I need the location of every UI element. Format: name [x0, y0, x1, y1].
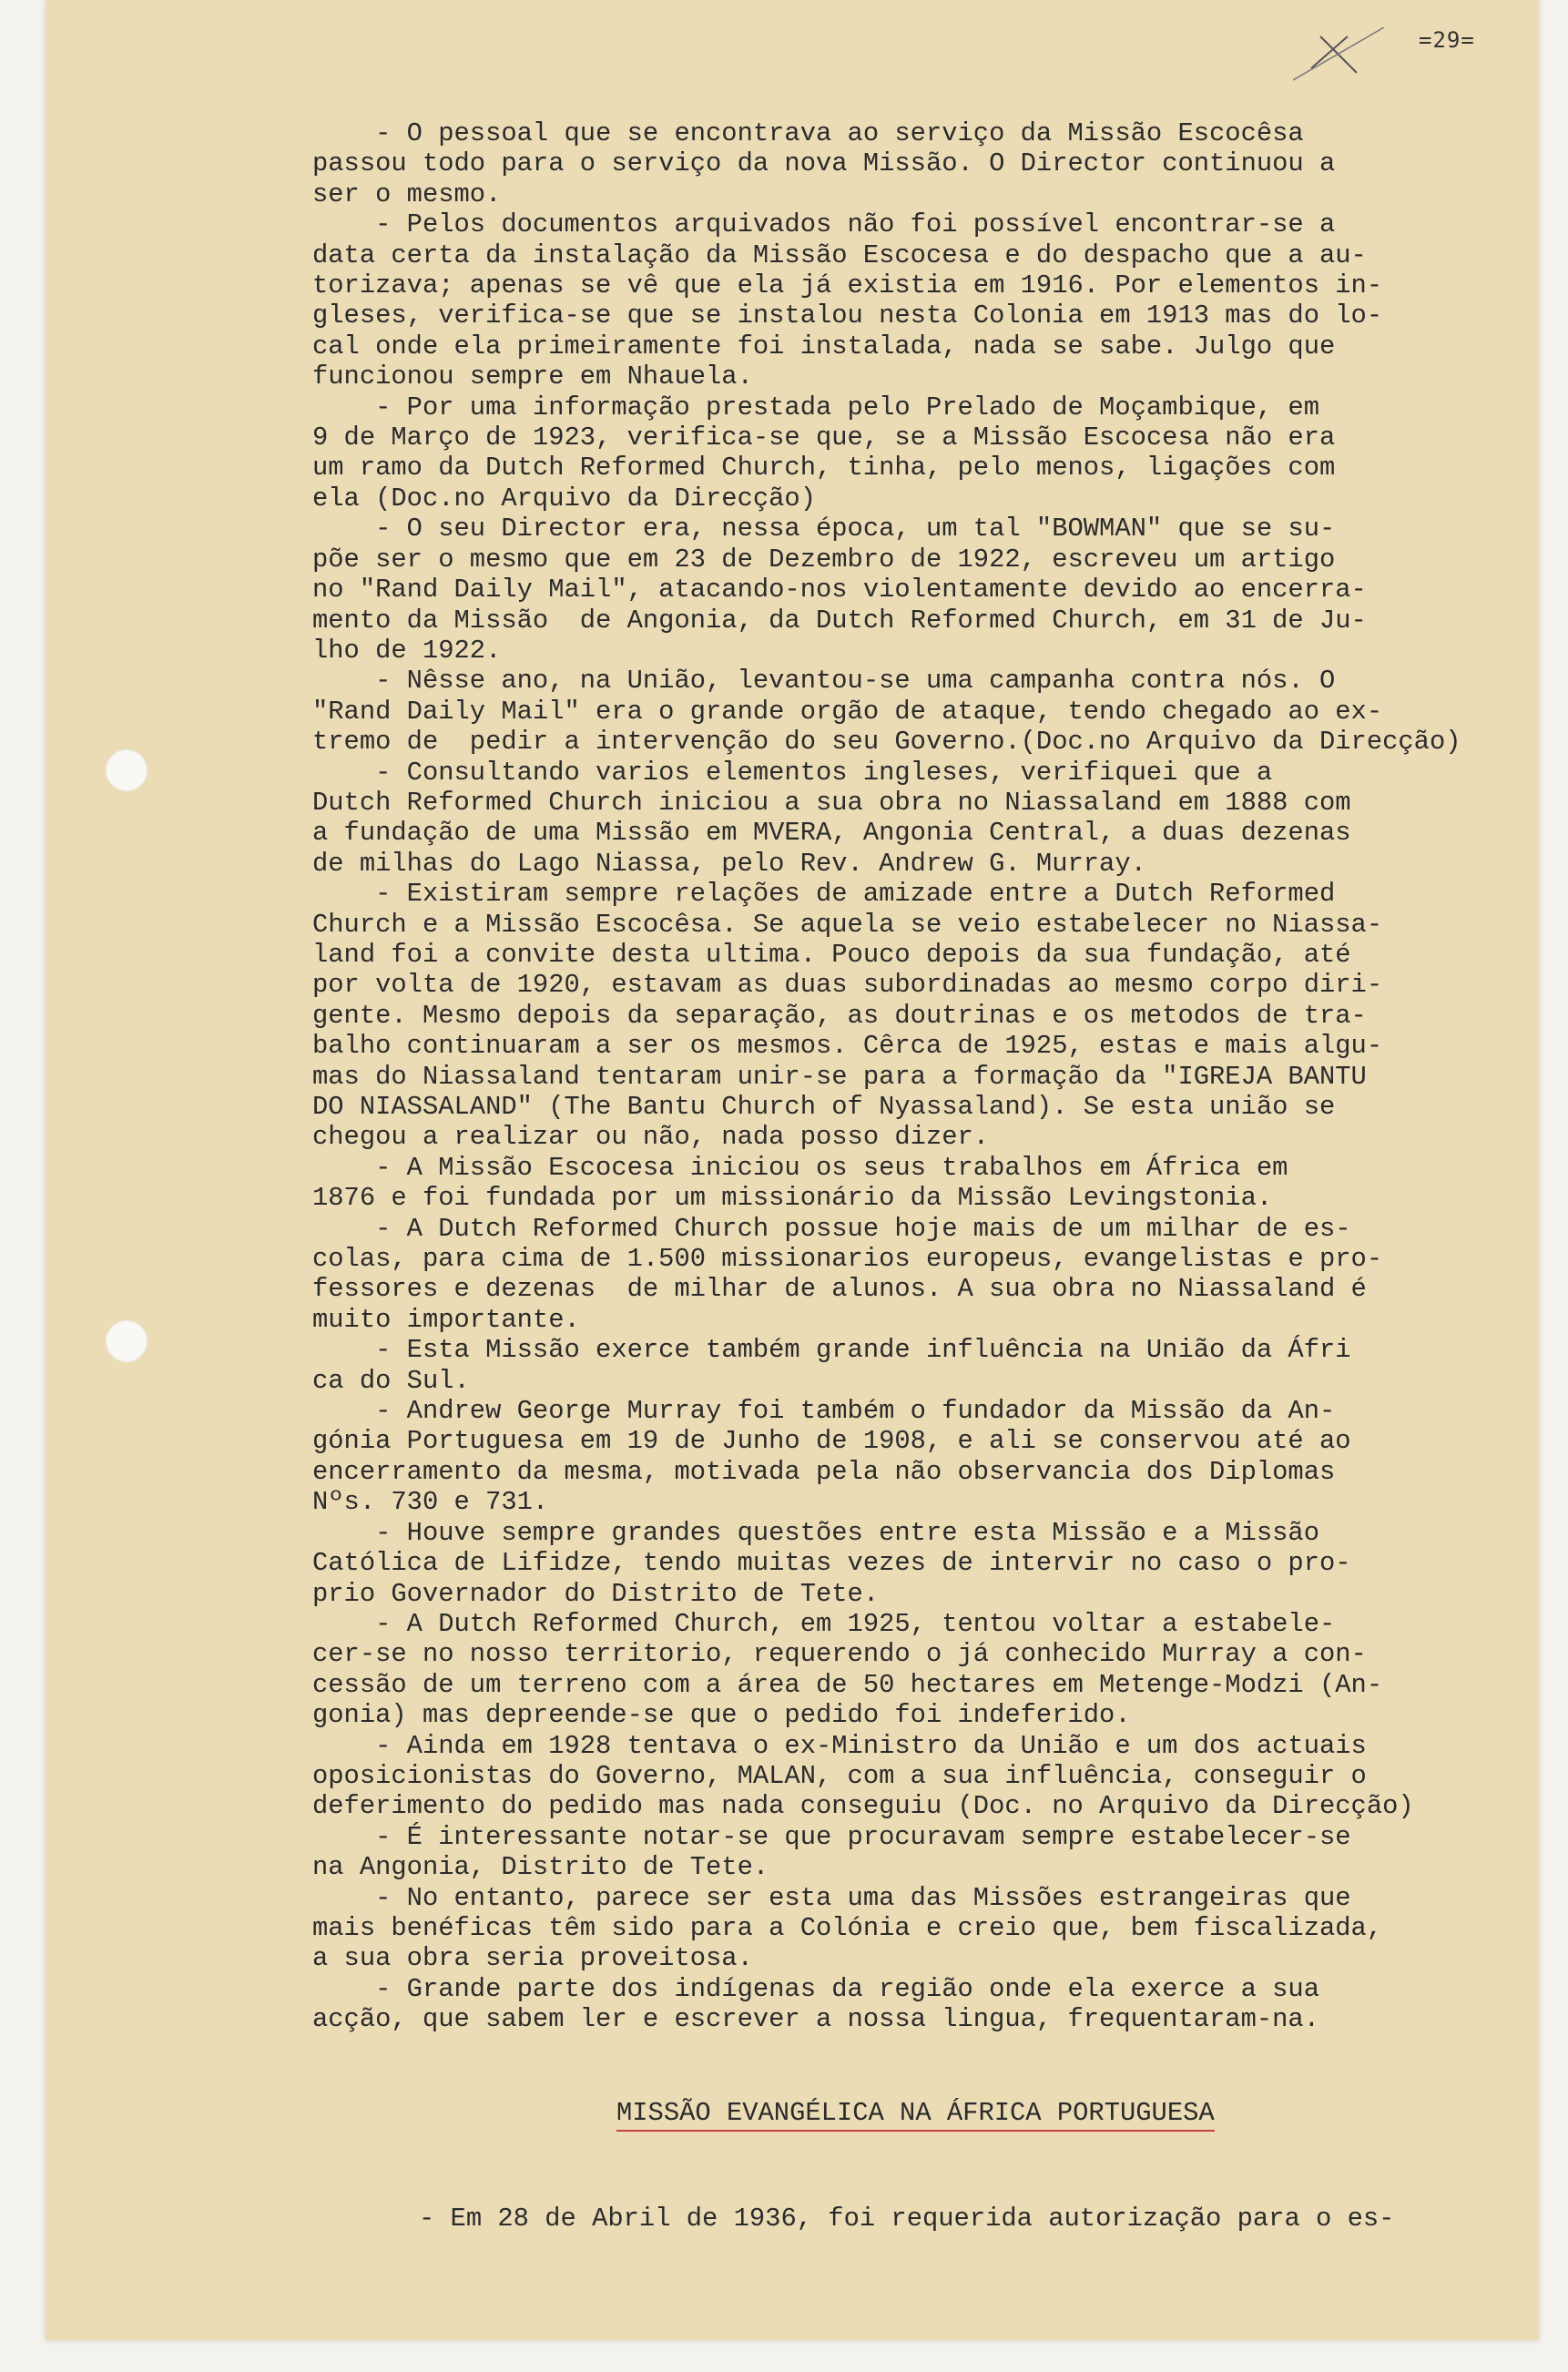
text-line: - A Missão Escocesa iniciou os seus trabalhos em África em	[312, 1152, 1288, 1183]
text-line: funcionou sempre em Nhauela.	[312, 361, 753, 392]
body-text	[312, 118, 1542, 2035]
text-line: DO NIASSALAND" (The Bantu Church of Nyassaland). Se esta união se	[312, 1092, 1336, 1122]
text-line: gente. Mesmo depois da separação, as doutrinas e os metodos de tra-	[312, 1000, 1367, 1031]
text-line: cessão de um terreno com a área de 50 hectares em Metenge-Modzi (An-	[312, 1669, 1383, 1700]
text-line: passou todo para o serviço da nova Missão. O Director continuou a	[312, 148, 1336, 179]
text-line: no "Rand Daily Mail", atacando-nos violentamente devido ao encerra-	[312, 575, 1367, 606]
text-line: muito importante.	[312, 1304, 580, 1335]
text-line: Nºs. 730 e 731.	[312, 1487, 549, 1518]
text-line: gónia Portuguesa em 19 de Junho de 1908, e ali se conservou até ao	[312, 1426, 1351, 1457]
text-line: colas, para cima de 1.500 missionarios europeus, evangelistas e pro-	[312, 1244, 1383, 1275]
text-line: prio Governador do Distrito de Tete.	[312, 1578, 880, 1609]
closing-line: - Em 28 de Abril de 1936, foi requerida autorização para o es-	[419, 2204, 1395, 2234]
text-line: 9 de Março de 1923, verifica-se que, se a Missão Escocesa não era	[312, 422, 1336, 453]
text-line: - Por uma informação prestada pelo Prelado de Moçambique, em	[312, 392, 1319, 422]
text-line: gonia) mas depreende-se que o pedido foi indeferido.	[312, 1700, 1131, 1731]
text-line: - Existiram sempre relações de amizade entre a Dutch Reformed	[312, 879, 1336, 910]
text-line: balho continuaram a ser os mesmos. Cêrca de 1925, estas e mais algu-	[312, 1031, 1383, 1062]
text-line: mais benéficas têm sido para a Colónia e creio que, bem fiscalizada,	[312, 1912, 1383, 1943]
text-line: - O seu Director era, nessa época, um tal "BOWMAN" que se su-	[312, 514, 1336, 545]
text-line: cal onde ela primeiramente foi instalada, nada se sabe. Julgo que	[312, 331, 1336, 361]
text-line: lho de 1922.	[312, 635, 502, 666]
text-line: - Houve sempre grandes questões entre esta Missão e a Missão	[312, 1517, 1319, 1548]
text-line: - A Dutch Reformed Church possue hoje mais de um milhar de es-	[312, 1213, 1351, 1244]
punch-hole-bottom	[106, 1320, 148, 1362]
text-line: mas do Niassaland tentaram unir-se para a formação da "IGREJA BANTU	[312, 1061, 1367, 1092]
pencil-check-mark-icon	[1293, 27, 1402, 82]
text-line: data certa da instalação da Missão Escocesa e do despacho que a au-	[312, 239, 1367, 270]
text-line: - No entanto, parece ser esta uma das Missões estrangeiras que	[312, 1882, 1351, 1913]
text-line: Dutch Reformed Church iniciou a sua obra no Niassaland em 1888 com	[312, 787, 1351, 818]
text-line: - O pessoal que se encontrava ao serviço da Missão Escocêsa	[312, 118, 1304, 148]
text-line: torizava; apenas se vê que ela já existia em 1916. Por elementos in-	[312, 270, 1383, 301]
text-line: - A Dutch Reformed Church, em 1925, tentou voltar a estabele-	[312, 1608, 1336, 1639]
text-line: Católica de Lifidze, tendo muitas vezes de intervir no caso o pro-	[312, 1548, 1351, 1579]
text-line: - Consultando varios elementos ingleses, verifiquei que a	[312, 757, 1273, 788]
text-line: cer-se no nosso territorio, requerendo o já conhecido Murray a con-	[312, 1639, 1367, 1670]
text-line: chegou a realizar ou não, nada posso dizer.	[312, 1122, 990, 1153]
text-line: Church e a Missão Escocêsa. Se aquela se veio estabelecer no Niassa-	[312, 909, 1383, 940]
text-line: - Esta Missão exerce também grande influência na União da Áfri	[312, 1335, 1351, 1366]
text-line: - Grande parte dos indígenas da região onde ela exerce a sua	[312, 1973, 1319, 2004]
text-line: ca do Sul.	[312, 1365, 470, 1396]
page-number: =29=	[1419, 27, 1475, 53]
text-line: - Nêsse ano, na União, levantou-se uma campanha contra nós. O	[312, 666, 1336, 697]
section-heading: MISSÃO EVANGÉLICA NA ÁFRICA PORTUGUESA	[616, 2098, 1215, 2132]
text-line: deferimento do pedido mas nada conseguiu (Doc. no Arquivo da Direcção)	[312, 1791, 1414, 1822]
text-line: põe ser o mesmo que em 23 de Dezembro de 1922, escreveu um artigo	[312, 544, 1336, 575]
text-line: a fundação de uma Missão em MVERA, Angonia Central, a duas dezenas	[312, 818, 1351, 849]
text-line: ser o mesmo.	[312, 178, 502, 209]
text-line: - É interessante notar-se que procuravam sempre estabelecer-se	[312, 1821, 1351, 1852]
text-line: 1876 e foi fundada por um missionário da Missão Levingstonia.	[312, 1183, 1273, 1214]
text-line: de milhas do Lago Niassa, pelo Rev. Andrew G. Murray.	[312, 848, 1146, 879]
text-line: mento da Missão de Angonia, da Dutch Reformed Church, em 31 de Ju-	[312, 605, 1367, 636]
text-line: encerramento da mesma, motivada pela não observancia dos Diplomas	[312, 1456, 1336, 1487]
text-line: a sua obra seria proveitosa.	[312, 1943, 753, 1974]
text-line: fessores e dezenas de milhar de alunos. A sua obra no Niassaland é	[312, 1274, 1367, 1305]
text-line: acção, que sabem ler e escrever a nossa lingua, frequentaram-na.	[312, 2004, 1319, 2035]
text-line: tremo de pedir a intervenção do seu Governo.(Doc.no Arquivo da Direcção)	[312, 727, 1461, 758]
punch-hole-top	[106, 749, 148, 791]
text-line: oposicionistas do Governo, MALAN, com a sua influência, conseguir o	[312, 1760, 1367, 1791]
text-line: gleses, verifica-se que se instalou nesta Colonia em 1913 mas do lo-	[312, 300, 1383, 331]
text-line: um ramo da Dutch Reformed Church, tinha, pelo menos, ligações com	[312, 453, 1336, 484]
text-line: - Ainda em 1928 tentava o ex-Ministro da União e um dos actuais	[312, 1730, 1367, 1761]
text-line: ela (Doc.no Arquivo da Direcção)	[312, 483, 816, 514]
text-line: "Rand Daily Mail" era o grande orgão de ataque, tendo chegado ao ex-	[312, 696, 1383, 727]
text-line: por volta de 1920, estavam as duas subordinadas ao mesmo corpo diri-	[312, 970, 1383, 1001]
text-line: - Andrew George Murray foi também o fundador da Missão da An-	[312, 1396, 1336, 1427]
text-line: land foi a convite desta ultima. Pouco depois da sua fundação, até	[312, 939, 1351, 970]
text-line: na Angonia, Distrito de Tete.	[312, 1852, 769, 1883]
text-line: - Pelos documentos arquivados não foi possível encontrar-se a	[312, 209, 1336, 240]
